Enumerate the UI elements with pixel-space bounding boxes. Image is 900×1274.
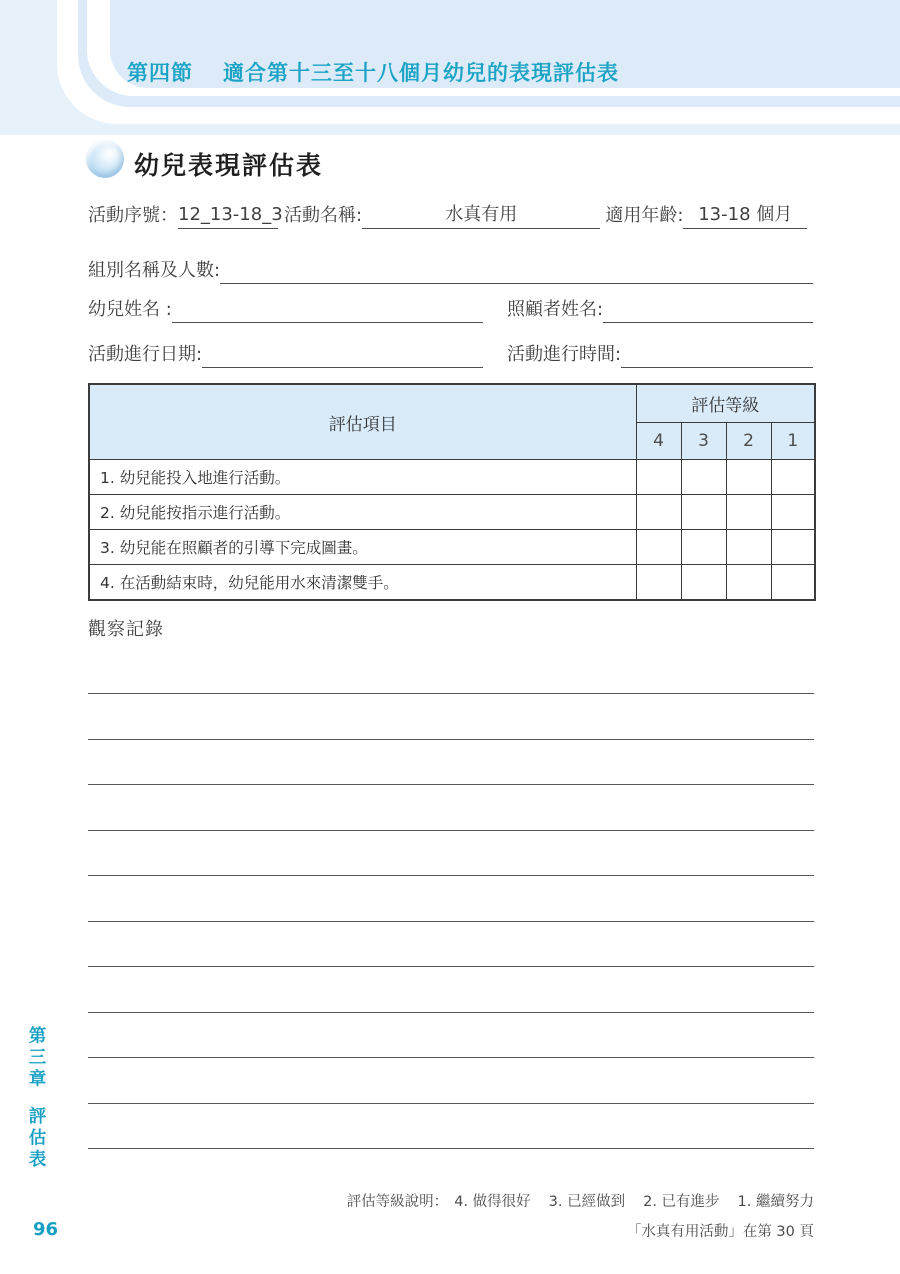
rating-cell[interactable] xyxy=(771,530,815,565)
writing-line[interactable] xyxy=(88,1148,814,1149)
sidebar-chapter-tab xyxy=(24,1026,49,1171)
table-row xyxy=(89,530,815,565)
footer xyxy=(347,1190,814,1241)
page-number: 96 xyxy=(33,1219,59,1240)
table-header-rating: 評估等級 xyxy=(636,384,815,423)
rating-cell[interactable] xyxy=(771,460,815,495)
writing-line[interactable] xyxy=(88,966,814,967)
table-row xyxy=(89,565,815,601)
observation-label: 觀察記錄 xyxy=(88,619,164,640)
form-row-activity xyxy=(88,202,807,229)
group-field[interactable] xyxy=(220,283,813,284)
legend-item: 3. 已經做到 xyxy=(548,1194,626,1210)
date-field[interactable] xyxy=(202,367,483,368)
child-name-label: 幼兒姓名 : xyxy=(88,299,172,320)
legend-label: 評估等級說明： xyxy=(346,1194,449,1210)
activity-name-field[interactable]: 水真有用 xyxy=(362,202,600,229)
table-header-items: 評估項目 xyxy=(89,384,636,460)
rating-cell[interactable] xyxy=(636,565,681,601)
evaluation-table xyxy=(88,383,816,601)
writing-line[interactable] xyxy=(88,739,814,740)
legend-item: 4. 做得很好 xyxy=(454,1194,531,1210)
time-field[interactable] xyxy=(621,367,813,368)
rating-level-1: 1 xyxy=(771,423,815,460)
rating-level-3: 3 xyxy=(681,423,726,460)
item-text: 3. 幼兒能在照顧者的引導下完成圖畫。 xyxy=(89,530,636,565)
legend-item: 1. 繼續努力 xyxy=(737,1194,814,1210)
writing-line[interactable] xyxy=(88,1057,814,1058)
caregiver-label: 照顧者姓名: xyxy=(507,299,604,320)
rating-cell[interactable] xyxy=(681,530,726,565)
date-label: 活動進行日期: xyxy=(88,344,203,365)
age-label: 適用年齡: xyxy=(605,205,684,226)
rating-cell[interactable] xyxy=(726,530,771,565)
water-bubble-icon xyxy=(86,140,124,178)
section-header xyxy=(127,57,619,87)
writing-line[interactable] xyxy=(88,1012,814,1013)
section-title: 適合第十三至十八個月幼兒的表現評估表 xyxy=(223,61,619,85)
chapter-label: 第三章 xyxy=(26,1026,46,1091)
section-number: 第四節 xyxy=(127,61,193,85)
activity-no-field[interactable]: 12_13-18_3 xyxy=(178,202,278,229)
writing-line[interactable] xyxy=(88,784,814,785)
writing-line[interactable] xyxy=(88,1103,814,1104)
table-row xyxy=(89,460,815,495)
rating-level-4: 4 xyxy=(636,423,681,460)
page-title: 幼兒表現評估表 xyxy=(134,151,324,180)
caregiver-field[interactable] xyxy=(603,322,813,323)
activity-name-label: 活動名稱: xyxy=(284,205,363,226)
writing-line[interactable] xyxy=(88,921,814,922)
rating-cell[interactable] xyxy=(726,565,771,601)
rating-cell[interactable] xyxy=(681,495,726,530)
form-row-names xyxy=(88,297,813,323)
time-label: 活動進行時間: xyxy=(507,344,622,365)
table-row xyxy=(89,495,815,530)
rating-cell[interactable] xyxy=(726,460,771,495)
writing-line[interactable] xyxy=(88,875,814,876)
rating-cell[interactable] xyxy=(636,460,681,495)
header-decoration xyxy=(0,0,900,135)
age-field[interactable]: 13-18 個月 xyxy=(683,202,807,229)
form-row-datetime xyxy=(88,342,813,368)
activity-reference: 「水真有用活動」在第 30 頁 xyxy=(626,1224,814,1240)
form-row-group xyxy=(88,258,813,284)
item-text: 2. 幼兒能按指示進行活動。 xyxy=(89,495,636,530)
rating-cell[interactable] xyxy=(771,495,815,530)
rating-cell[interactable] xyxy=(636,495,681,530)
rating-level-2: 2 xyxy=(726,423,771,460)
rating-legend xyxy=(347,1190,814,1211)
rating-cell[interactable] xyxy=(726,495,771,530)
group-label: 組別名稱及人數: xyxy=(88,260,221,281)
rating-cell[interactable] xyxy=(681,565,726,601)
chapter-section-label: 評估表 xyxy=(26,1106,46,1171)
rating-cell[interactable] xyxy=(681,460,726,495)
writing-line[interactable] xyxy=(88,693,814,694)
writing-line[interactable] xyxy=(88,830,814,831)
legend-item: 2. 已有進步 xyxy=(643,1194,720,1210)
activity-no-label: 活動序號： xyxy=(88,205,178,226)
item-text: 4. 在活動結束時，幼兒能用水來清潔雙手。 xyxy=(89,565,636,601)
child-name-field[interactable] xyxy=(172,322,483,323)
item-text: 1. 幼兒能投入地進行活動。 xyxy=(89,460,636,495)
rating-cell[interactable] xyxy=(636,530,681,565)
rating-cell[interactable] xyxy=(771,565,815,601)
